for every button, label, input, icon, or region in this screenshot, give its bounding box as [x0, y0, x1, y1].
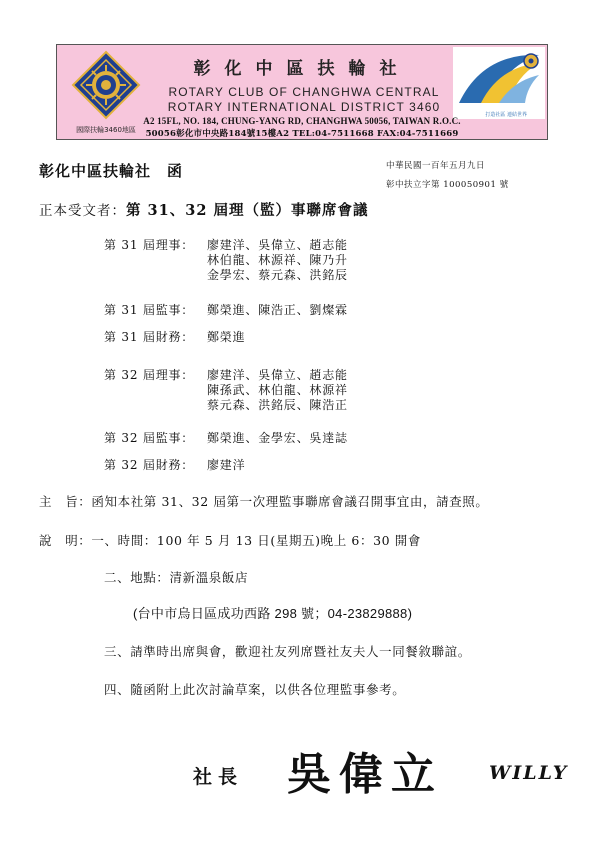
document-type: 函: [167, 162, 184, 180]
letterhead-address-en: A2 15FL, NO. 184, CHUNG-YANG RD, CHANGHWA 50056, TAIWAN R.O.C.: [143, 116, 461, 126]
sender-org-name: 彰化中區扶輪社: [39, 162, 152, 180]
theme-swoosh-icon: [453, 47, 545, 107]
theme-logo-caption: 打造社區 連結世界: [485, 112, 527, 118]
explanation-label: 說 明：: [39, 533, 92, 548]
member-group: [104, 368, 348, 413]
member-group: [104, 238, 348, 283]
member-names-line: 蔡元森、洪銘辰、陳浩正: [207, 398, 348, 412]
member-names: [207, 330, 245, 345]
member-names: [207, 303, 348, 318]
signature-english-name: WILLY: [489, 762, 569, 784]
member-names-line: 廖建洋、吳偉立、趙志能: [207, 238, 348, 252]
member-group: [104, 330, 245, 345]
member-names: [207, 431, 348, 446]
signature-name: 吳偉立: [287, 749, 443, 800]
recipient-value: 第 31、32 屆理（監）事聯席會議: [126, 202, 369, 219]
venue-address: (台中市烏日區成功西路 298 號；04-23829888): [133, 606, 413, 621]
member-group: [104, 303, 348, 318]
member-group-label: 第 31 屆監事：: [104, 303, 195, 317]
sender-org: [39, 160, 183, 181]
member-names-line: 廖建洋、吳偉立、趙志能: [207, 368, 348, 382]
explanation-item-time: 一、時間：100 年 5 月 13 日(星期五)晚上 6：30 開會: [91, 533, 421, 548]
member-group-label: 第 31 屆理事：: [104, 238, 195, 252]
member-names: [207, 238, 348, 283]
explanation-line-1: [39, 531, 421, 549]
member-names-line: 金學宏、蔡元森、洪銘辰: [207, 268, 348, 282]
member-names-line: 鄭榮進: [207, 330, 246, 344]
member-group-label: 第 32 屆理事：: [104, 368, 195, 382]
recipient-line: [39, 199, 368, 220]
rotary-wheel-icon: [60, 47, 152, 127]
member-names-line: 廖建洋: [207, 458, 246, 472]
letterhead-address-zh: 50056彰化市中央路184號15樓A2 TEL:04-7511668 FAX:04-7511669: [145, 129, 459, 139]
explanation-item-attachment: 四、隨函附上此次討論草案，以供各位理監事參考。: [104, 682, 406, 697]
member-names: [207, 458, 245, 473]
letterhead-banner: [56, 44, 548, 140]
letterhead-english-name: ROTARY CLUB OF CHANGHWA CENTRAL: [168, 85, 440, 99]
member-names-line: 鄭榮進、金學宏、吳達誌: [207, 431, 348, 445]
member-names: [207, 368, 348, 413]
member-names-line: 林伯龍、林源祥、陳乃升: [207, 253, 348, 267]
member-group: [104, 431, 348, 446]
subject-label: 主 旨：: [39, 494, 92, 509]
explanation-item-attendance: 三、請準時出席與會，歡迎社友列席暨社友夫人一同餐敘聯誼。: [104, 644, 471, 659]
letterhead-title: 彰化中區扶輪社: [193, 59, 411, 79]
member-group-label: 第 31 屆財務：: [104, 330, 195, 344]
recipient-label: 正本受文者：: [39, 203, 126, 219]
issue-date: 中華民國一百年五月九日: [386, 161, 486, 171]
member-names-line: 鄭榮進、陳浩正、劉燦霖: [207, 303, 348, 317]
member-group-label: 第 32 屆監事：: [104, 431, 195, 445]
subject-line: [39, 492, 488, 510]
explanation-item-venue: 二、地點：清新溫泉飯店: [104, 570, 249, 585]
reference-number: 彰中扶立字第 100050901 號: [386, 180, 509, 190]
member-group-label: 第 32 屆財務：: [104, 458, 195, 472]
district-logo-caption: 國際扶輪3460地區: [76, 126, 136, 134]
letterhead-district: ROTARY INTERNATIONAL DISTRICT 3460: [167, 100, 441, 114]
member-group: [104, 458, 245, 473]
theme-logo: [453, 47, 545, 119]
subject-text: 函知本社第 31、32 屆第一次理監事聯席會議召開事宜由，請查照。: [91, 494, 489, 509]
signature-title: 社長: [193, 766, 244, 788]
member-names-line: 陳孫武、林伯龍、林源祥: [207, 383, 348, 397]
